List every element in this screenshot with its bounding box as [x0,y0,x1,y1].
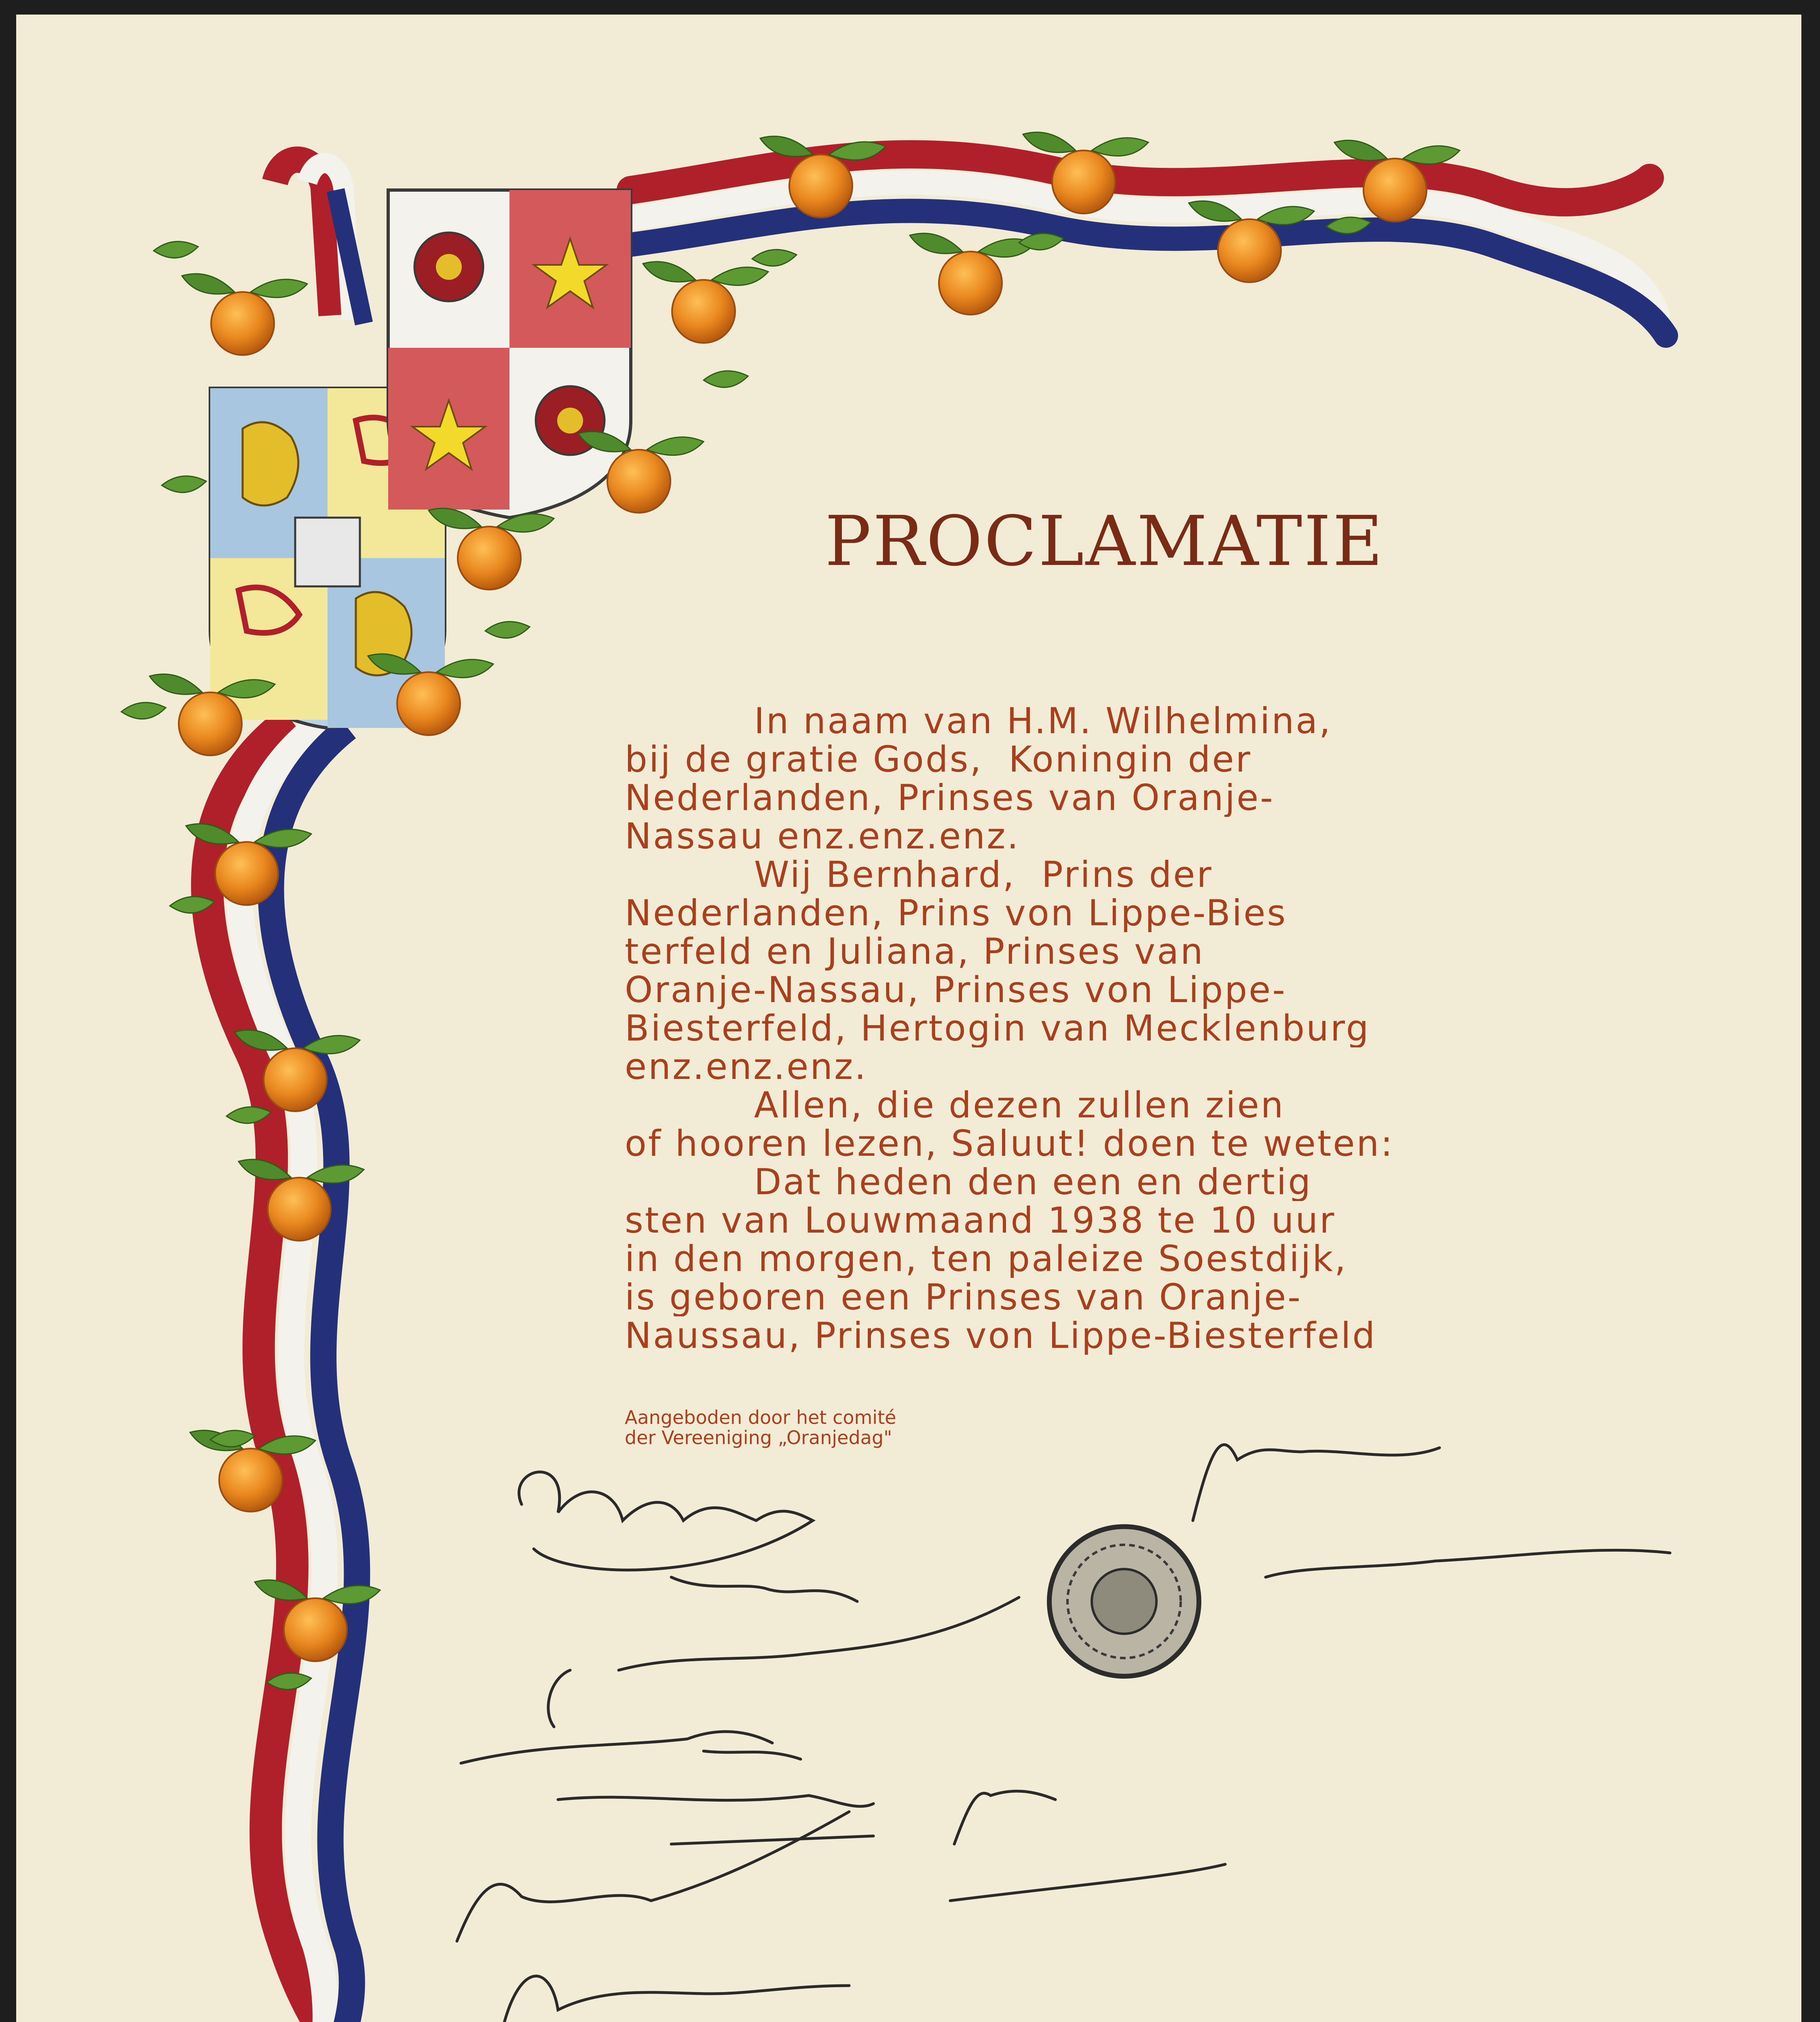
seal-stamp-icon [1049,1527,1199,1676]
signature-vd-meer [558,1796,873,1844]
body-line: Allen, die dezen zullen zien [625,1086,1285,1124]
offered-line: Aangeboden door het comité [625,1407,896,1428]
second-shield-icon [388,190,631,518]
proclamation-text [625,702,1526,1355]
signature-de-lange [461,1670,772,1763]
body-line: is geboren een Prinses van Oranje- [625,1278,1302,1316]
body-line: of hooren lezen, Saluut! doen te weten: [625,1124,1394,1163]
signature-vice-voorzitter [619,1597,1019,1670]
signature-burgemeester [1266,1550,1670,1577]
body-line: Naussau, Prinses von Lippe-Biesterfeld [625,1316,1377,1355]
signature-pols [950,1791,1225,1901]
body-line: Nassau enz.enz.enz. [625,817,1020,855]
body-line: enz.enz.enz. [625,1047,868,1086]
offered-by-note [625,1407,896,1448]
signature-mestner [1193,1445,1440,1521]
body-line: Nederlanden, Prins von Lippe-Bies [625,894,1287,932]
body-line: in den morgen, ten paleize Soestdijk, [625,1239,1348,1278]
body-line: In naam van H.M. Wilhelmina, [625,702,1332,740]
body-line: Wij Bernhard, Prins der [625,855,1213,894]
signature-schonberg [501,1976,849,2022]
body-line: terfeld en Juliana, Prinses van [625,932,1205,971]
signature-group [457,1445,1670,2022]
signature-voorzitter [671,1577,857,1601]
body-line: sten van Louwmaand 1938 te 10 uur [625,1201,1336,1239]
signature-bruggeman [457,1812,849,1941]
page-title: PROCLAMATIE [825,501,1385,582]
body-line: Oranje-Nassau, Prinses von Lippe- [625,971,1287,1009]
signature-vincent-eras [519,1472,813,1570]
left-ribbon [207,720,357,2022]
body-line: Nederlanden, Prinses van Oranje- [625,778,1275,817]
body-line: bij de gratie Gods, Koningin der [625,740,1252,778]
body-line: Dat heden den een en dertig [625,1163,1313,1201]
offered-line: der Vereeniging „Oranjedag" [625,1427,892,1449]
signature-secretaris [704,1751,801,1759]
body-line: Biesterfeld, Hertogin van Mecklenburg [625,1009,1370,1047]
